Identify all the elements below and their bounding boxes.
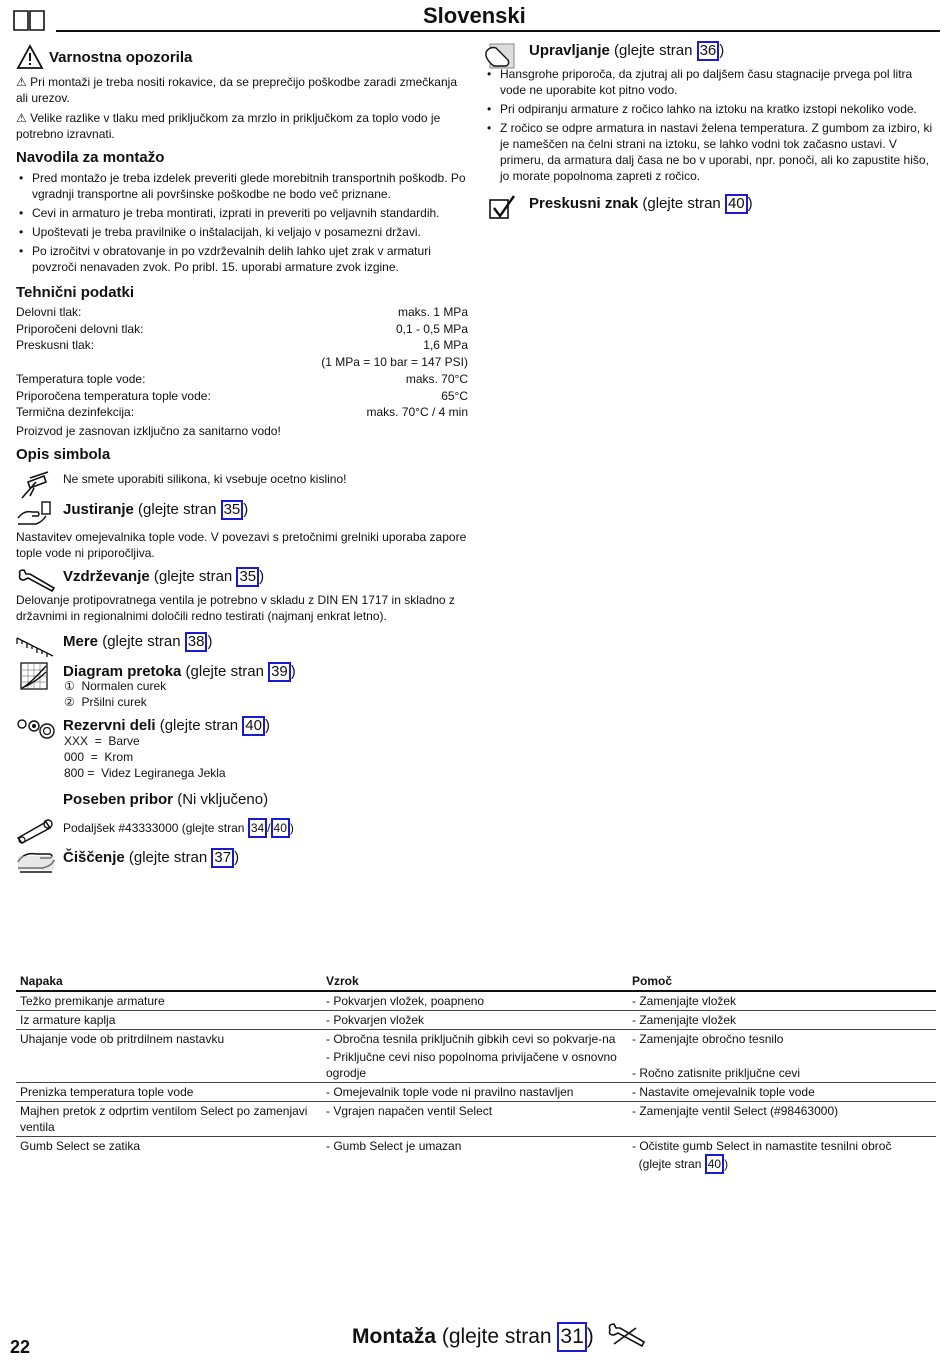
spec-row: Priporočeni delovni tlak: 0,1 - 0,5 MPa xyxy=(16,322,468,336)
test-heading: Preskusni znak (glejte stran 40 ) xyxy=(529,195,753,212)
flow-diagram-icon xyxy=(20,662,48,690)
extension-icon xyxy=(16,816,56,844)
operation-heading: Upravljanje (glejte stran 36 ) xyxy=(529,42,725,59)
warning-small-icon: ⚠ xyxy=(16,75,27,89)
list-item: • Pred montažo je treba izdelek preveriti glede morebitnih transportnih poškodb. Po vgradnji transportne ali površinske poškodbe ne bodo več priznane. xyxy=(16,170,470,202)
silicone-gun-icon xyxy=(18,470,54,500)
table-row: Težko premikanje armature - Pokvarjen vložek, poapneno - Zamenjajte vložek xyxy=(16,991,936,1011)
column-header: Pomoč xyxy=(628,972,936,991)
spec-row: (1 MPa = 10 bar = 147 PSI) xyxy=(321,355,468,369)
page-number: 22 xyxy=(10,1337,31,1357)
header-rule xyxy=(56,30,940,32)
page-link[interactable]: 34 xyxy=(248,818,267,838)
page-language-title: Slovenski xyxy=(423,3,526,28)
page-link[interactable]: 31 xyxy=(557,1322,586,1352)
flow-heading: Diagram pretoka (glejte stran 39 ) xyxy=(63,663,296,680)
page-link[interactable]: 38 xyxy=(185,632,208,652)
spec-row: Delovni tlak: maks. 1 MPa xyxy=(16,305,468,319)
spare-heading: Rezervni deli (glejte stran 40 ) xyxy=(63,717,270,734)
install-title: Navodila za montažo xyxy=(16,149,165,166)
adjust-heading: Justiranje (glejte stran 35 ) xyxy=(63,501,249,518)
wrench-icon xyxy=(606,1322,646,1348)
list-item: • Z ročico se odpre armatura in nastavi želena temperatura. Z gumbom za izbiro, ki je nameščen na čelni strani na iztoku, se lahko vodni tok začasno ustavi. V primeru, da armatura dalj časa ne bo v uporabi, npr. ponoči, ali ko zapustite hišo, jo morate popolnoma zapreti z ročico. xyxy=(484,120,936,184)
table-row: Prenizka temperatura tople vode - Omejevalnik tople vode ni pravilno nastavljen - Nastavite omejevalnik tople vode xyxy=(16,1083,936,1102)
silicone-warning: Ne smete uporabiti silikona, ki vsebuje ocetno kislino! xyxy=(63,472,347,486)
warning-icon xyxy=(16,44,44,70)
safety-item: ⚠ Velike razlike v tlaku med priključkom za mrzlo in priključkom za toplo vodo je potrebno izravnati. xyxy=(16,111,441,141)
safety-item: ⚠ Pri montaži je treba nositi rokavice, da se preprečijo poškodbe zaradi zmečkanja ali urezov. xyxy=(16,75,457,105)
table-row: Iz armature kaplja - Pokvarjen vložek - Zamenjajte vložek xyxy=(16,1011,936,1030)
safety-title: Varnostna opozorila xyxy=(49,49,193,66)
list-item: 800 = Videz Legiranega Jekla xyxy=(64,766,226,780)
list-item: XXX = Barve xyxy=(64,734,140,748)
list-item: 000 = Krom xyxy=(64,750,134,764)
cleaning-hand-icon xyxy=(16,846,56,874)
page-link[interactable]: 39 xyxy=(268,662,291,682)
list-item: • Cevi in armaturo je treba montirati, izprati in preveriti po veljavnih standardih. xyxy=(16,205,470,221)
column-header: Vzrok xyxy=(322,972,628,991)
spec-row: Temperatura tople vode: maks. 70°C xyxy=(16,372,468,386)
accessory-heading: Poseben pribor (Ni vključeno) xyxy=(63,791,269,808)
tech-note: Proizvod je zasnovan izključno za sanitarno vodo! xyxy=(16,424,281,438)
list-item: • Hansgrohe priporoča, da zjutraj ali po daljšem času stagnacije prvega pol litra vode ne uporabite kot pitno vodo. xyxy=(484,66,936,98)
adjust-hand-icon xyxy=(16,500,52,528)
operation-list xyxy=(484,66,936,187)
list-item: • Po izročitvi v obratovanje in po vzdrževalnih delih lahko ujet zrak v armaturi povzroči nenavaden zvok. Po pribl. 15. uporabi armature zvok izgine. xyxy=(16,243,470,275)
table-header-row xyxy=(16,972,936,991)
wrench-icon xyxy=(16,568,56,592)
page-link[interactable]: 35 xyxy=(236,567,259,587)
table-row: Uhajanje vode ob pritrdilnem nastavku - Obročna tesnila priključnih gibkih cevi so pokvarje-na - Priključne cevi niso popolnoma privijačene v osnovno ogrodje - Zamenjajte obročno tesnilo - Ročno zatisnite priključne cevi xyxy=(16,1030,936,1083)
table-row: Majhen pretok z odprtim ventilom Select po zamenjavi ventila - Vgrajen napačen ventil Select - Zamenjajte ventil Select (#98463000) xyxy=(16,1102,936,1137)
page-link[interactable]: 36 xyxy=(697,41,720,61)
maintenance-text: Delovanje protipovratnega ventila je potrebno v skladu z DIN EN 1717 in skladno z državnimi in regionalnimi določili redno testirati (najmanj enkrat letno). xyxy=(16,593,455,623)
list-item: ① Normalen curek xyxy=(64,679,167,693)
list-item: • Upoštevati je treba pravilnike o inštalacijah, ki veljajo v posamezni državi. xyxy=(16,224,470,240)
table-row: Gumb Select se zatika - Gumb Select je umazan - Očistite gumb Select in namastite tesnilni obroč (glejte stran 40 ) xyxy=(16,1137,936,1176)
spec-row: Termična dezinfekcija: maks. 70°C / 4 min xyxy=(16,405,468,419)
cleaning-heading: Čiščenje (glejte stran 37 ) xyxy=(63,849,240,866)
tech-title: Tehnični podatki xyxy=(16,284,135,301)
install-list xyxy=(16,170,470,278)
book-icon xyxy=(12,8,46,32)
spec-row: Preskusni tlak: 1,6 MPa xyxy=(16,338,468,352)
accessory-text: Podaljšek #43333000 (glejte stran 34 / 40 ) xyxy=(63,818,294,838)
page-link[interactable]: 37 xyxy=(211,848,234,868)
spare-parts-icon xyxy=(16,716,56,742)
page-link[interactable]: 40 xyxy=(705,1154,724,1174)
list-item: • Pri odpiranju armature z ročico lahko na iztoku na kratko izstopi nekoliko vode. xyxy=(484,101,936,117)
page-link[interactable]: 40 xyxy=(271,818,290,838)
adjust-text: Nastavitev omejevalnika tople vode. V povezavi s pretočnimi grelniki uporaba zapore tople vode ni priporočljiva. xyxy=(16,530,467,560)
page-link[interactable]: 35 xyxy=(221,500,244,520)
dimensions-heading: Mere (glejte stran 38 ) xyxy=(63,633,213,650)
troubleshooting-table xyxy=(16,972,936,1175)
ruler-icon xyxy=(16,634,54,658)
warning-small-icon: ⚠ xyxy=(16,111,27,125)
symbols-title: Opis simbola xyxy=(16,446,111,463)
page-link[interactable]: 40 xyxy=(242,716,265,736)
spec-row: Priporočena temperatura tople vode: 65°C xyxy=(16,389,468,403)
footer-heading: Montaža (glejte stran 31 ) xyxy=(352,1322,594,1352)
maintenance-heading: Vzdrževanje (glejte stran 35 ) xyxy=(63,568,265,585)
list-item: ② Pršilni curek xyxy=(64,695,147,709)
page-link[interactable]: 40 xyxy=(725,194,748,214)
checkmark-icon xyxy=(488,194,516,220)
column-header: Napaka xyxy=(16,972,322,991)
